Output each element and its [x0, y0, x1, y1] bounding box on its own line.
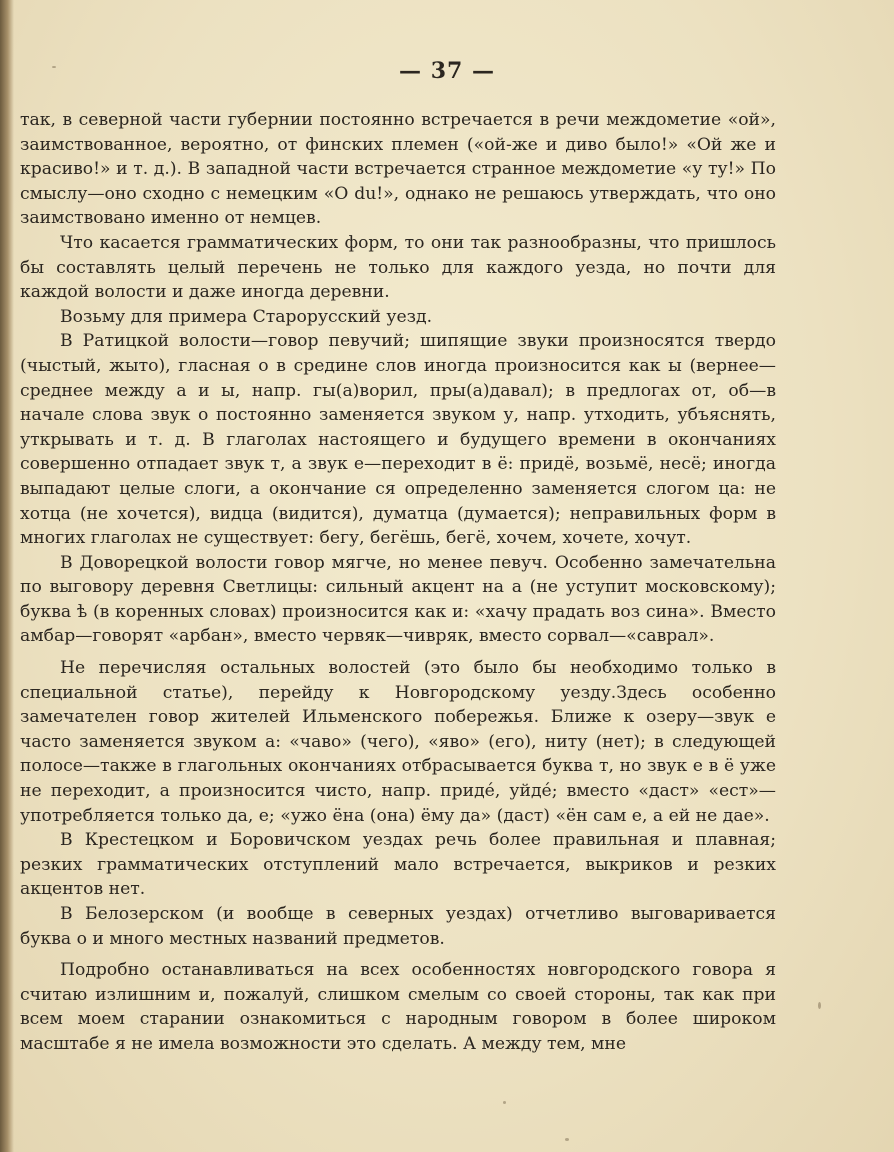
paragraph-dovoretskaya-volost: В Доворецкой волости говор мягче, но менее певуч. Особенно замечательна по выговору деревня Светлицы: сильный акцент на а (не уступит московскому); буква ѣ (в коренных словах) произносится как и: «хачу прадать воз сина». Вместо амбар—говорят «арбан», вместо червяк—чивряк, вместо сорвал—«саврал».: [20, 552, 776, 647]
page-text: [20, 108, 776, 1057]
paper-speck: [503, 1101, 506, 1104]
paragraph-grammar-forms: Что касается грамматических форм, то они так разнообразны, что пришлось бы составлять целый перечень не только для каждого уезда, но почти для каждой волости и даже иногда деревни.: [20, 232, 776, 303]
paragraph-conclusion: Подробно останавливаться на всех особенностях новгородского говора я считаю излишним и, пожалуй, слишком смелым со своей стороны, так как при всем моем старании ознакомиться с народным говором в более широком масштабе я не имела возможности это сделать. А между тем, мне: [20, 960, 776, 1054]
page-binding-shadow: [0, 0, 14, 1152]
paragraph-belozersky: В Белозерском (и вообще в северных уездах) отчетливо выговаривается буква о и много местных названий предметов.: [20, 904, 776, 949]
paragraph-novgorodsky-uyezd: Не перечисляя остальных волостей (это было бы необходимо только в специальной статье), перейду к Новгородскому уезду.Здесь особенно замечателен говор жителей Ильменского побережья. Ближе к озеру—звук е часто заменяется звуком а: «чаво» (чего), «яво» (его), ниту (нет); в следующей полосе—также в глагольных окончаниях отбрасывается буква т, но звук е в ё уже не переходит, а произносится чисто, напр. придé, уйдé; вместо «даст» «ест»—употребляется только да, е; «ужо ёна (она) ёму да» (даст) «ён сам е, а ей не дае».: [20, 658, 776, 826]
paragraph-krestetsky-borovichsky: В Крестецком и Боровичском уездах речь более правильная и плавная; резких грамматических отступлений мало встречается, выкриков и резких акцентов нет.: [20, 830, 776, 900]
paper-speck: [565, 1138, 569, 1141]
paragraph-starorussky-intro: Возьму для примера Старорусский уезд.: [60, 306, 433, 327]
paragraph-interjections: так, в северной части губернии постоянно встречается в речи междометие «ой», заимствованное, вероятно, от финских племен («ой-же и диво было!» «Ой же и красиво!» и т. д.). В западной части встречается странное междометие «у ту!» По смыслу—оно сходно с немецким «O du!», однако не решаюсь утверждать, что оно заимствовано именно от немцев.: [20, 110, 776, 229]
paper-speck: [818, 1002, 821, 1009]
page-number: — 37 —: [399, 58, 495, 84]
paragraph-ratitskaya-volost: В Ратицкой волости—говор певучий; шипящие звуки произносятся твердо (чыстый, жыто), гласная о в средине слов иногда произносится как ы (вернее—среднее между а и ы, напр. гы(а)ворил, пры(а)давал); в предлогах от, об—в начале слова звук о постоянно заменяется звуком у, напр. утходить, убъяснять, уткрывать и т. д. В глаголах настоящего и будущего времени в окончаниях совершенно отпадает звук т, а звук е—переходит в ё: придё, возьмё, несё; иногда выпадают целые слоги, а окончание ся определенно заменяется слогом ца: не хотца (не хочется), видца (видится), думатца (думается); неправильных форм в многих глаголах не существует: бегу, бегёшь, бегё, хочем, хочете, хочут.: [20, 331, 776, 549]
